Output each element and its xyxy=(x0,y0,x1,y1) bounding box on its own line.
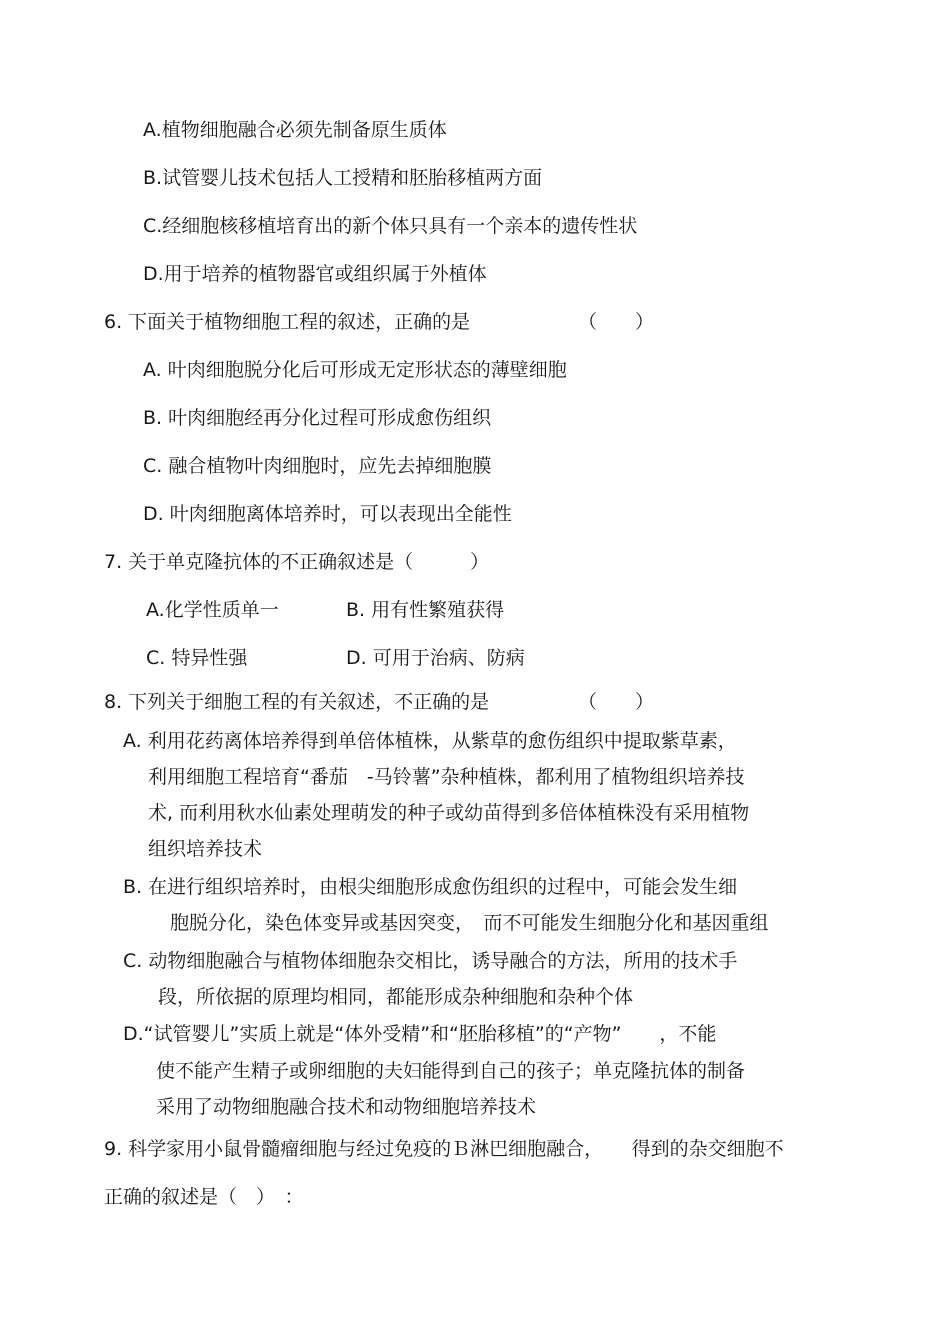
q7-option-a: A.化学性质单一 xyxy=(146,599,279,621)
q8-option-a-line: 组织培养技术 xyxy=(148,838,263,860)
q8-option-b-line: B. 在进行组织培养时，由根尖细胞形成愈伤组织的过程中，可能会发生细 xyxy=(123,876,738,898)
q8-option-b-line: 胞脱分化，染色体变异或基因突变， 而不可能发生细胞分化和基因重组 xyxy=(170,912,769,934)
q8-option-a-line: A. 利用花药离体培养得到单倍体植株，从紫草的愈伤组织中提取紫草素， xyxy=(123,730,737,752)
q8-option-a-line: 术, 而利用秋水仙素处理萌发的种子或幼苗得到多倍体植株没有采用植物 xyxy=(148,802,750,824)
q5-option-a: A.植物细胞融合必须先制备原生质体 xyxy=(143,119,447,141)
q7-option-c: C. 特异性强 xyxy=(146,647,248,669)
q5-option-c: C.经细胞核移植培育出的新个体只具有一个亲本的遗传性状 xyxy=(143,215,638,237)
q8-option-c-line: 段，所依据的原理均相同，都能形成杂种细胞和杂种个体 xyxy=(158,986,634,1008)
q8-option-a-line: 利用细胞工程培育“番茄 -马铃薯”杂种植株，都利用了植物组织培养技 xyxy=(148,766,745,788)
q6-option-d: D. 叶肉细胞离体培养时，可以表现出全能性 xyxy=(143,503,512,525)
q8-option-d-line: D.“试管婴儿”实质上就是“体外受精”和“胚胎移植”的“产物” ，不能 xyxy=(123,1023,717,1045)
q5-option-d: D.用于培养的植物器官或组织属于外植体 xyxy=(143,263,487,285)
q8-option-c-line: C. 动物细胞融合与植物体细胞杂交相比，诱导融合的方法，所用的技术手 xyxy=(123,950,738,972)
q9-stem-line1: 9. 科学家用小鼠骨髓瘤细胞与经过免疫的Ｂ淋巴细胞融合， 得到的杂交细胞不 xyxy=(104,1138,784,1160)
q8-stem: 8. 下列关于细胞工程的有关叙述，不正确的是 xyxy=(104,691,490,713)
q6-answer-paren: （ ） xyxy=(578,311,655,333)
q7-stem: 7. 关于单克隆抗体的不正确叙述是（ ） xyxy=(104,551,490,573)
q7-option-b: B. 用有性繁殖获得 xyxy=(346,599,505,621)
q8-answer-paren: （ ） xyxy=(578,691,655,713)
q7-option-d: D. 可用于治病、防病 xyxy=(346,647,525,669)
q8-option-d-line: 采用了动物细胞融合技术和动物细胞培养技术 xyxy=(156,1096,537,1118)
q6-option-a: A. 叶肉细胞脱分化后可形成无定形状态的薄壁细胞 xyxy=(143,359,567,381)
q8-option-d-line: 使不能产生精子或卵细胞的夫妇能得到自己的孩子；单克隆抗体的制备 xyxy=(156,1060,746,1082)
q5-option-b: B.试管婴儿技术包括人工授精和胚胎移植两方面 xyxy=(143,167,543,189)
q6-option-c: C. 融合植物叶肉细胞时，应先去掉细胞膜 xyxy=(143,455,492,477)
q9-stem-line2: 正确的叙述是（ ） ： xyxy=(104,1186,304,1208)
q6-stem: 6. 下面关于植物细胞工程的叙述，正确的是 xyxy=(104,311,471,333)
q6-option-b: B. 叶肉细胞经再分化过程可形成愈伤组织 xyxy=(143,407,492,429)
